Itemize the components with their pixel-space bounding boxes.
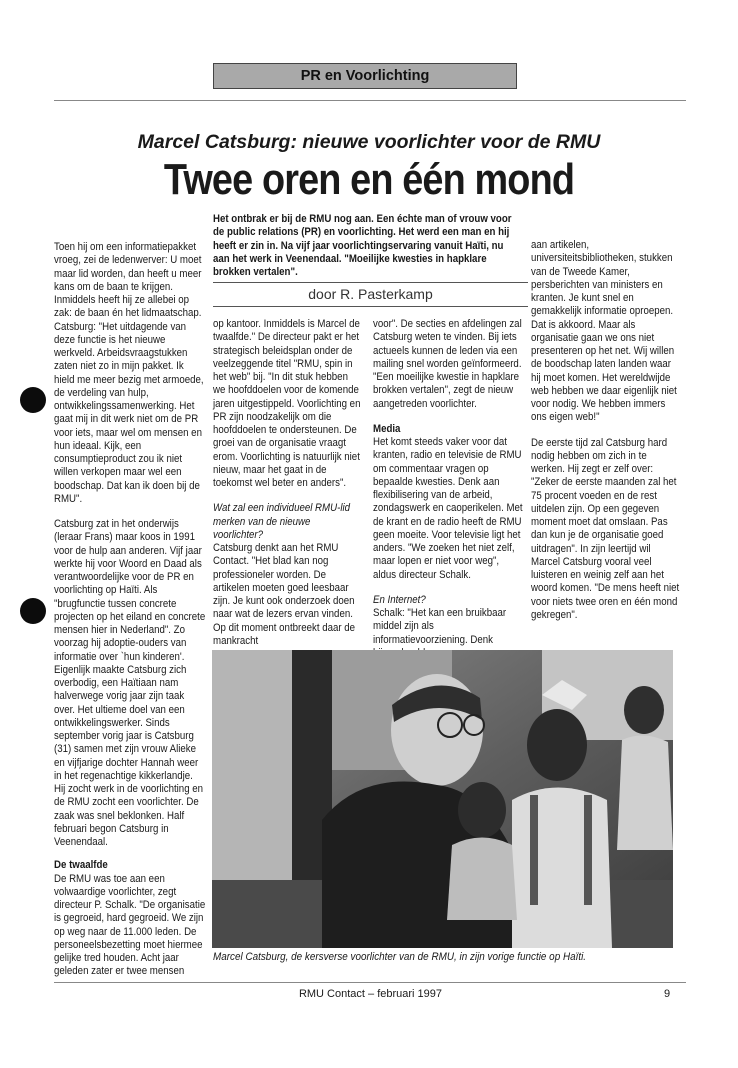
question-subheading: Wat zal een individueel RMU-lid merken van de nieuwe voorlichter? [213, 502, 351, 541]
col3-paragraph-2: Het komt steeds vaker voor dat kranten, radio en televisie de RMU om commentaar vragen op bepaalde kwesties. Denk aan flexibilisering van de arbeid, zondagswerk en caoperikelen. Met de krant en de radio heeft de RMU geen moeite. Voor televisie ligt het anders. "We zoeken het niet zelf, maar lopen er niet voor weg", aldus directeur Schalk. [373, 436, 523, 581]
subheading-media: Media [373, 422, 401, 435]
byline: door R. Pasterkamp [308, 286, 433, 302]
col2-paragraph-1: op kantoor. Inmiddels is Marcel de twaalfde." De directeur pakt er het strategisch beleidsplan onder de veelzeggende titel "RMU, spin in het web" bij. "In dit stuk hebben we hoofddoelen voor de komende jaren uitgestippeld. Voorlichting en PR zijn noodzakelijk om die hoofddoelen te ondersteunen. De groei van de organisatie vraagt erom. Voorlichting is natuurlijk niet nieuw, maar het gaat in de toekomst wel beter en anders". [213, 318, 361, 489]
article-photo [212, 650, 673, 948]
col3-paragraph-3: Schalk: "Het kan een bruikbaar middel zijn als informatievoorziening. Denk [373, 607, 507, 646]
subheading-de-twaalfde: De twaalfde [54, 859, 108, 872]
article-column-1 [54, 241, 205, 991]
footer-rule [54, 982, 686, 983]
article-column-3 [373, 318, 523, 672]
col1-paragraph-1: Toen hij om een informatiepakket vroeg, zei de ledenwerver: U moet maar lid worden, dan heeft u meer kans om de baan te krijgen. Inmiddels heeft hij ze allebei op zak: de baan én het lidmaatschap. Catsburg: "Het uitdagende van deze functie is het nieuwe werkveld. Arbeidsvraagstukken zaten niet zo in mijn pakket. Ik hield me meer bezig met armoede, de verdeling van hulp, ontwikkelingssamenwerking. Het gaat mij in dit werk niet om de PR voor iets, maar wel om mensen en hun ideaal. Kijk, een consumptieproduct zou ik niet willen verkopen maar wel een boodschap. Dat kan ik doen bij de RMU". [54, 241, 204, 505]
kicker: Marcel Catsburg: nieuwe voorlichter voor de RMU [137, 131, 601, 153]
question-internet: En Internet? [373, 593, 426, 606]
top-rule [54, 100, 686, 101]
col1-paragraph-3: De RMU was toe aan een volwaardige voorlichter, zegt directeur P. Schalk. "De organisatie is gegroeid, hard gegroeid. We zijn op weg naar de 11.000 leden. De personeelsbezetting moet hiermee gelijke tred houden. Acht jaar geleden zater er twee mensen [54, 872, 206, 978]
headline: Twee oren en één mond [163, 155, 575, 204]
lead-paragraph: Het ontbrak er bij de RMU nog aan. Een échte man of vrouw voor de public relations (PR) en voorlichting. Het werd een man en hij heeft er zin in. Na vijf jaar voorlichtingservaring vanuit Haïti, nu aan het werk in Veenendaal. "Moeilijke kwesties in hapklare brokken vertalen". [213, 213, 512, 278]
col4-paragraph-1: aan artikelen, universiteitsbibliotheken, stukken van de Tweede Kamer, persberichten van ministers en kranten. Je kunt snel en gemakkelijk informatie oproepen. Dat is akkoord. Maar als organisatie gaan we ons niet presenteren op het net. Wij willen de boodschap laten landen waar hij moet komen. Het wereldwijde web hebben we daar eigenlijk niet voor nodig. We hebben immers ons eigen web!" [531, 239, 677, 424]
byline-rule-top [213, 282, 528, 283]
footer-publication: RMU Contact – februari 1997 [298, 988, 443, 1000]
article-column-2 [213, 318, 363, 660]
article-column-4 [531, 239, 682, 634]
page-number: 9 [664, 988, 671, 1000]
col4-paragraph-2: De eerste tijd zal Catsburg hard nodig hebben om zich in te werken. Hij zegt er zelf over: "Zeker de eerste maanden zal het 75 procent voeden en de rest uitdelen zijn. Op een gegeven moment moet dat omslaan. Pas dan kun je de organisatie goed uitdragen". In zijn leertijd wil Marcel Catsburg vooral veel luisteren en weinig zelf aan het woord komen. "De mens heeft niet voor niets twee oren en één mond gekregen". [531, 436, 680, 621]
col2-paragraph-2: Catsburg denkt aan het RMU Contact. "Het blad kan nog professioneler worden. De artikelen moeten goed leesbaar zijn. Je kunt ook onderzoek doen naar wat de lezers ervan vinden. Op dit moment ontbreekt daar de mankracht [213, 542, 356, 647]
punch-hole-top [20, 387, 46, 413]
punch-hole-bottom [20, 598, 46, 624]
col3-paragraph-1: voor". De secties en afdelingen zal Catsburg weten te vinden. Bij iets actueels kunnen de leden via een mailing snel worden geïnformeerd. "Een moeilijke kwestie in hapklare brokken vertalen", zegt de nieuw aangetreden voorlichter. [373, 318, 522, 410]
section-label: PR en Voorlichting [213, 63, 517, 89]
photo-caption: Marcel Catsburg, de kersverse voorlichter van de RMU, in zijn vorige functie op Haïti. [213, 951, 587, 963]
byline-rule-bottom [213, 306, 528, 307]
col1-paragraph-2: Catsburg zat in het onderwijs (leraar Frans) maar koos in 1991 voor de hulp aan anderen. Vijf jaar werkte hij voor Woord en Daad als verantwoordelijke voor de PR en voorlichting op Haïti. Als "brugfunctie tussen concrete projecten op het eiland en concrete mensen hier in Nederland". Zo voorzag hij adoptie-ouders van informatie over `hun kinderen'. Eigenlijk maakte Catsburg zich overbodig, een Haïtiaan nam halverwege vorig jaar zijn taak over. Het ultieme doel van een ontwikkelingswerker. Sinds september vorig jaar is Catsburg (31) samen met zijn vrouw Alieke en vijfjarige dochter Hannah weer in het regenachtige kikkerlandje. Hij zocht werk in de voorlichting en de RMU zocht een voorlichter. De zaak was snel beklonken. Half februari begon Catsburg in Veenendaal. [54, 518, 206, 848]
